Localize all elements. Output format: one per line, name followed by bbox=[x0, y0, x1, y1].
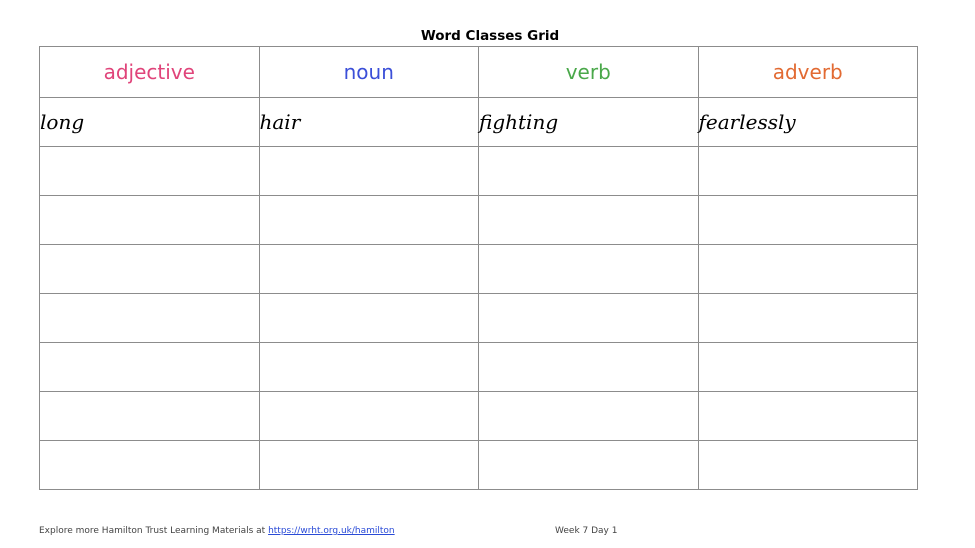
header-adjective: adjective bbox=[40, 47, 260, 98]
header-noun: noun bbox=[259, 47, 479, 98]
empty-cell[interactable] bbox=[698, 147, 918, 196]
empty-cell[interactable] bbox=[259, 343, 479, 392]
empty-row bbox=[40, 441, 918, 490]
empty-cell[interactable] bbox=[259, 392, 479, 441]
empty-cell[interactable] bbox=[259, 147, 479, 196]
empty-cell[interactable] bbox=[698, 392, 918, 441]
empty-cell[interactable] bbox=[479, 245, 699, 294]
empty-cell[interactable] bbox=[698, 343, 918, 392]
empty-row bbox=[40, 294, 918, 343]
empty-cell[interactable] bbox=[40, 245, 260, 294]
word-classes-grid bbox=[39, 46, 918, 490]
footer-week: Week 7 Day 1 bbox=[555, 526, 618, 536]
page-title: Word Classes Grid bbox=[420, 28, 560, 44]
empty-cell[interactable] bbox=[479, 147, 699, 196]
empty-cell[interactable] bbox=[698, 245, 918, 294]
header-row bbox=[40, 47, 918, 98]
footer-text: Explore more Hamilton Trust Learning Materials at bbox=[39, 526, 269, 536]
empty-cell[interactable] bbox=[40, 441, 260, 490]
empty-cell[interactable] bbox=[259, 245, 479, 294]
empty-row bbox=[40, 245, 918, 294]
empty-cell[interactable] bbox=[40, 196, 260, 245]
empty-cell[interactable] bbox=[479, 343, 699, 392]
footer-link[interactable]: https://wrht.org.uk/hamilton bbox=[268, 526, 395, 536]
example-row bbox=[40, 98, 918, 147]
empty-cell[interactable] bbox=[479, 392, 699, 441]
empty-row bbox=[40, 343, 918, 392]
empty-cell[interactable] bbox=[259, 196, 479, 245]
footer-credit bbox=[39, 526, 395, 536]
empty-row bbox=[40, 196, 918, 245]
empty-cell[interactable] bbox=[40, 343, 260, 392]
header-adverb: adverb bbox=[698, 47, 918, 98]
header-verb: verb bbox=[479, 47, 699, 98]
empty-cell[interactable] bbox=[259, 441, 479, 490]
empty-cell[interactable] bbox=[479, 294, 699, 343]
empty-row bbox=[40, 147, 918, 196]
empty-cell[interactable] bbox=[259, 294, 479, 343]
example-noun: hair bbox=[259, 98, 479, 147]
empty-cell[interactable] bbox=[479, 441, 699, 490]
empty-cell[interactable] bbox=[698, 294, 918, 343]
empty-cell[interactable] bbox=[698, 196, 918, 245]
empty-cell[interactable] bbox=[479, 196, 699, 245]
example-adjective: long bbox=[40, 98, 260, 147]
empty-cell[interactable] bbox=[40, 294, 260, 343]
empty-cell[interactable] bbox=[40, 147, 260, 196]
empty-cell[interactable] bbox=[698, 441, 918, 490]
example-adverb: fearlessly bbox=[698, 98, 918, 147]
empty-cell[interactable] bbox=[40, 392, 260, 441]
empty-row bbox=[40, 392, 918, 441]
example-verb: fighting bbox=[479, 98, 699, 147]
